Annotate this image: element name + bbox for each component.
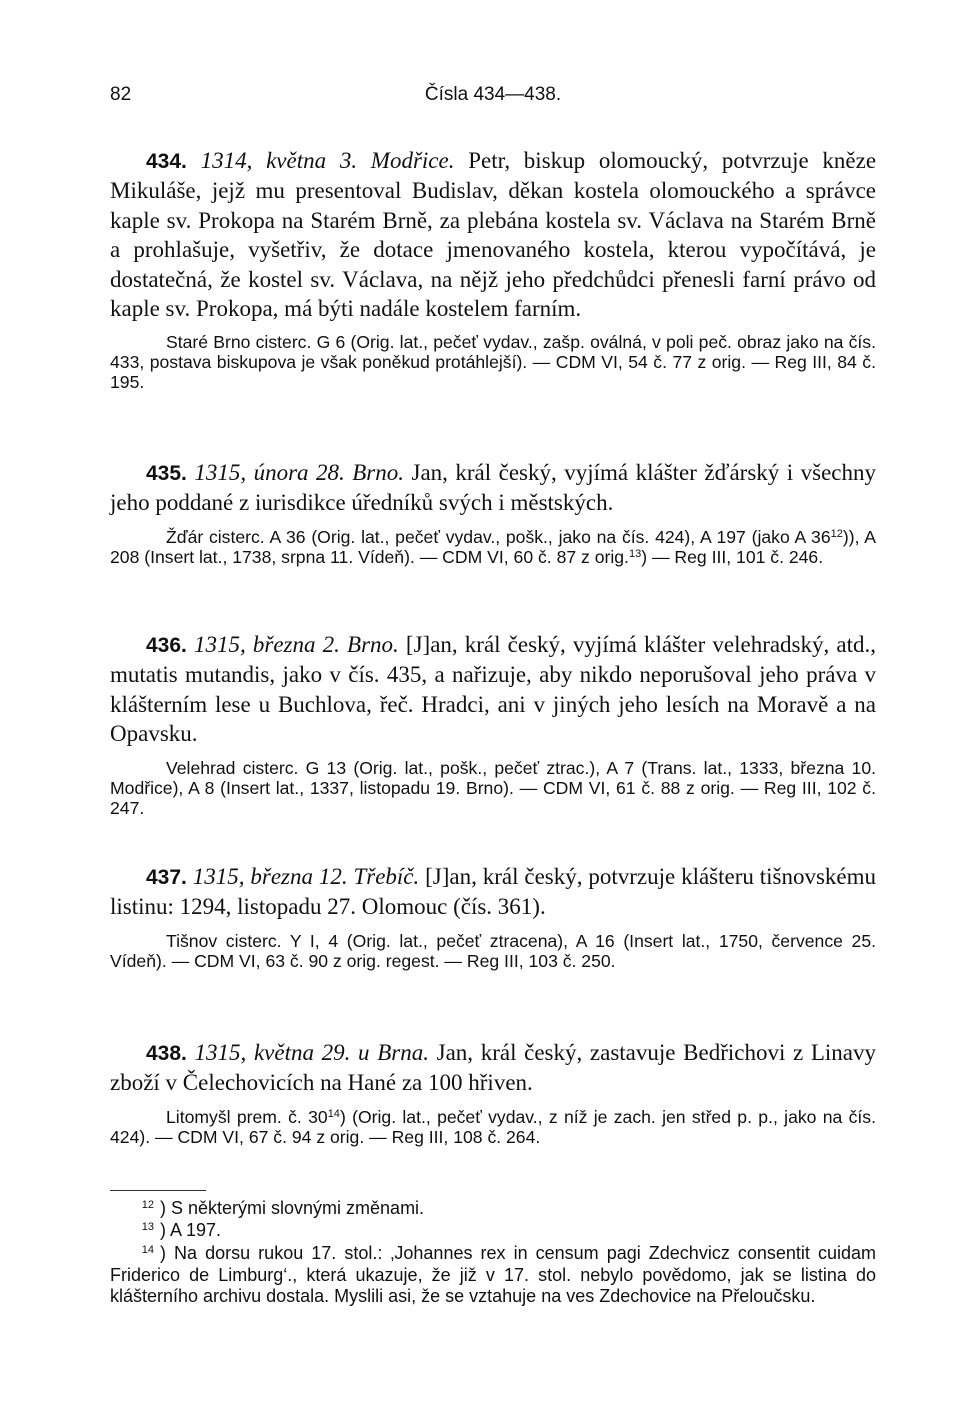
entry-number: 434. (146, 150, 187, 173)
entry-text (110, 458, 876, 518)
footnote-12 (110, 1198, 876, 1220)
footnote-mark: 14 (141, 1244, 154, 1256)
entry-438 (110, 1038, 876, 1147)
footnote-ref[interactable]: 13 (628, 547, 642, 560)
entry-number: 438. (146, 1042, 187, 1065)
page-header (110, 84, 876, 114)
entry-date: 1315, května 29. u Brna. (194, 1040, 429, 1065)
footnote-text: ) S některými slovnými změnami. (160, 1198, 425, 1218)
entry-note-text: Staré Brno cisterc. G 6 (Orig. lat., pečeť vydav., zašp. oválná, v poli peč. obraz jako na čís. 433, postava biskupova je však poněkud protáhlejší). — CDM VI, 54 č. 77 z orig. — Reg III, 84 č. 195. (110, 332, 876, 393)
entry-note-text: ) (Orig. lat., pečeť vydav., z níž je zach. jen střed p. p., jako na čís. 424). — CDM VI, 67 č. 94 z orig. — Reg III, 108 č. 264. (110, 1106, 876, 1147)
footnote-divider (110, 1190, 206, 1191)
entry-number: 437. (146, 866, 187, 889)
entry-text (110, 1038, 876, 1098)
entry-text (110, 146, 876, 323)
entry-body: Petr, biskup olomoucký, potvrzuje kněze Mikuláše, jejž mu presentoval Budislav, děkan kostela olomouckého a správce kaple sv. Prokopa na Starém Brně, za plebána kostela sv. Václava na Starém Brně a prohlašuje, vyšetřiv, že dotace jmenovaného kostela, kterou vypočítává, je dostatečná, že kostel sv. Václava, na nějž jeho předchůdci přenesli farní právo od kaple sv. Prokopa, má býti nadále kostelem farním. (110, 148, 877, 322)
entry-date: 1315, března 2. Brno. (194, 632, 399, 657)
entry-body: Jan, král český, zastavuje Bedřichovi z Linavy zboží v Čelechovicích na Hané za 100 hřiven. (110, 1040, 877, 1096)
entry-note-text: )), A 208 (Insert lat., 1738, srpna 11. Vídeň). — CDM VI, 60 č. 87 z orig. (110, 526, 876, 567)
footnote-mark: 13 (141, 1221, 154, 1233)
entry-number: 436. (146, 634, 187, 657)
entry-434 (110, 146, 876, 392)
entry-note (110, 931, 876, 971)
entry-note (110, 332, 876, 392)
entry-body: Jan, král český, vyjímá klášter žďárský i všechny jeho poddané z iurisdikce úředníků svých i městských. (110, 460, 877, 516)
footnote-text: ) A 197. (160, 1220, 222, 1240)
entry-note-text: ) — Reg III, 101 č. 246. (641, 546, 824, 567)
entry-435 (110, 458, 876, 567)
entry-body: [J]an, král český, vyjímá klášter velehradský, atd., mutatis mutandis, jako v čís. 435, a nařizuje, aby nikdo neporušoval jeho práva v klášterním lese u Buchlova, řeč. Hradci, ani v jiných jeho lesích na Moravě a na Opavsku. (110, 632, 876, 747)
entry-note-text: Žďár cisterc. A 36 (Orig. lat., pečeť vydav., pošk., jako na čís. 424), A 197 (jako A 36 (166, 526, 831, 547)
entry-note (110, 527, 876, 567)
footnote-text: ) Na dorsu rukou 17. stol.: ‚Johannes rex in censum pagi Zdechvicz consentit cuidam Friderico de Limburg‘., která ukazuje, že již v 17. stol. nebylo povědomo, jak se listina do klášterního archivu dostala. Myslili asi, že se vztahuje na ves Zdechovice na Přeloučsku. (110, 1243, 876, 1306)
entry-date: 1314, května 3. Modřice. (200, 148, 455, 173)
entry-text (110, 630, 876, 749)
entry-note-text: Litomyšl prem. č. 30 (166, 1106, 328, 1127)
entry-note (110, 1107, 876, 1147)
entry-date: 1315, března 12. Třebíč. (192, 864, 420, 889)
entry-note (110, 758, 876, 818)
footnote-14 (110, 1243, 876, 1308)
entry-436 (110, 630, 876, 818)
entry-437 (110, 862, 876, 971)
footnote-ref[interactable]: 14 (327, 1107, 340, 1120)
running-head: Čísla 434—438. (424, 84, 562, 105)
footnote-mark: 12 (141, 1199, 154, 1211)
footnote-13 (110, 1220, 876, 1242)
entry-note-text: Tišnov cisterc. Y I, 4 (Orig. lat., pečeť ztracena), A 16 (Insert lat., 1750, července 25. Vídeň). — CDM VI, 63 č. 90 z orig. regest. — Reg III, 103 č. 250. (110, 930, 876, 971)
entry-note-text: Velehrad cisterc. G 13 (Orig. lat., pošk., pečeť ztrac.), A 7 (Trans. lat., 1333, března 10. Modřice), A 8 (Insert lat., 1337, listopadu 19. Brno). — CDM VI, 61 č. 88 z orig. — Reg III, 102 č. 247. (110, 757, 876, 818)
entry-text (110, 862, 876, 922)
entry-number: 435. (146, 462, 187, 485)
entry-body: [J]an, král český, potvrzuje klášteru tišnovskému listinu: 1294, listopadu 27. Olomouc (čís. 361). (110, 864, 877, 920)
entry-date: 1315, února 28. Brno. (194, 460, 405, 485)
footnote-ref[interactable]: 12 (830, 527, 843, 540)
page-number: 82 (110, 84, 132, 105)
